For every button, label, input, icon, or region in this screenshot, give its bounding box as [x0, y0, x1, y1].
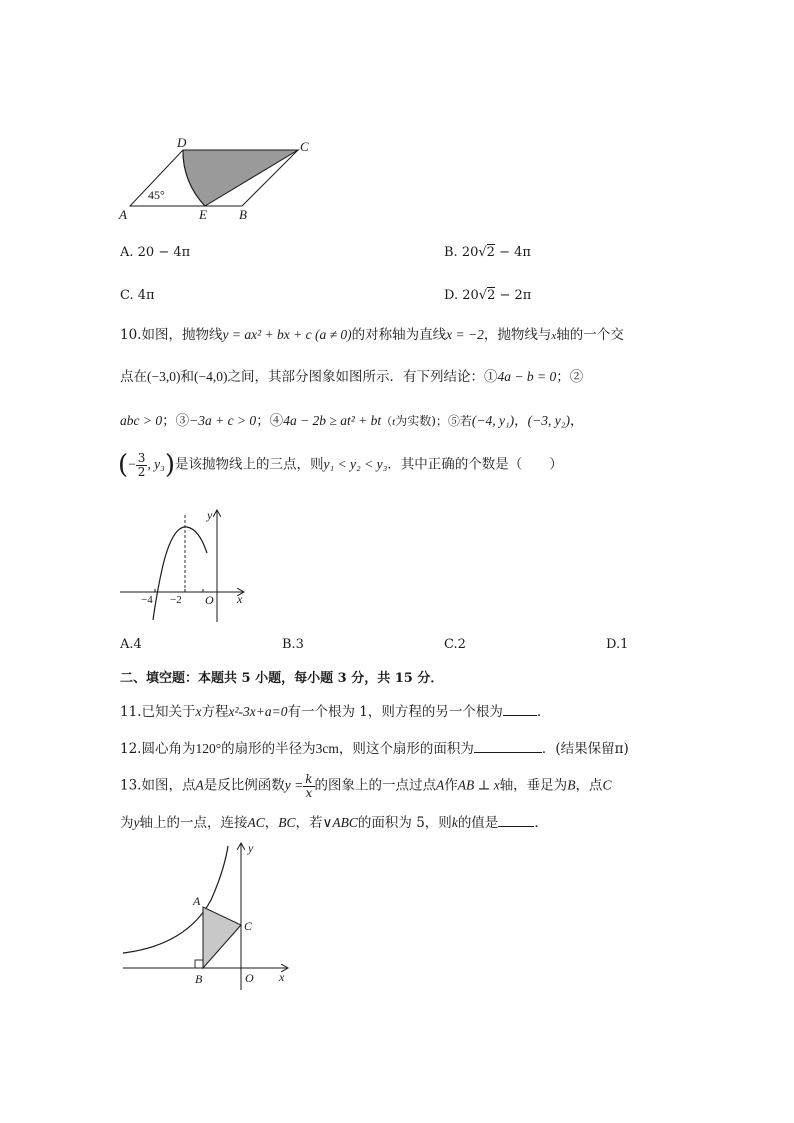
q10-text: 之间，其部分图象如图所示．有下列结论：①: [227, 369, 498, 385]
q10-text: ，: [569, 413, 584, 429]
q10-conclusion-3: −3a + c > 0: [189, 413, 257, 428]
q9-choice-d-suffix: − 2π: [495, 288, 532, 303]
sqrt-symbol: √: [478, 245, 487, 260]
q13-var: A: [436, 777, 445, 793]
q10-conclusion-1: 4a − b = 0: [497, 369, 557, 384]
q10-x-var: x: [551, 330, 557, 342]
q9-choice-b-suffix: − 4π: [494, 245, 531, 260]
q10-point-y2: (−3, y₂): [527, 413, 570, 428]
q10-line-2: [120, 370, 583, 385]
q10-point-y1: (−4, y₁): [471, 413, 515, 428]
q10-text: ，抛物线与: [483, 327, 552, 343]
q13-text: 是反比例函数: [203, 777, 285, 794]
q10-line-4: [118, 450, 563, 481]
q11-x: x: [195, 704, 202, 719]
label-O: O: [205, 593, 214, 607]
q12-radius: 3cm: [315, 741, 339, 756]
section-2-title: 二、填空题：本题共 5 小题，每小题 3 分，共 15 分．: [120, 671, 444, 686]
label-C: C: [300, 139, 309, 154]
q13-var: y: [133, 815, 140, 830]
q13-seg-bc: BC: [278, 815, 296, 830]
q12: [120, 740, 629, 757]
frac-den: 2: [137, 464, 146, 479]
q13-text: 13.如图，点: [120, 777, 196, 794]
label-m2: −2: [170, 594, 182, 606]
q13-text: 的值是: [457, 815, 499, 831]
q10-axis-eq: x = −2: [446, 327, 484, 342]
q10-y3: , y₃: [147, 456, 165, 472]
q10-parabola-eq: y = ax² + bx + c (a ≠ 0): [222, 327, 352, 342]
q12-text: ．(结果保留π): [541, 741, 629, 757]
q11-text: 有一个根为 1，则方程的另一个根为: [287, 704, 503, 720]
q9-choice-b[interactable]: [444, 245, 531, 260]
q13-text: 轴上的一点，连接: [139, 815, 248, 831]
paren-close: ): [164, 450, 176, 481]
q10-text: 点在: [120, 369, 147, 385]
label-O: O: [245, 971, 254, 985]
q10-line-1: [120, 328, 624, 343]
q13-line-2: [120, 814, 548, 831]
q10-text: ；②: [556, 369, 584, 385]
label-B: B: [195, 972, 203, 986]
q10-t-var: t: [392, 416, 396, 428]
q10-choice-a[interactable]: [120, 637, 142, 652]
label-E: E: [199, 207, 207, 222]
q13-seg-ac: AC: [247, 815, 265, 830]
q12-text: ，则这个扇形的面积为: [338, 741, 474, 757]
figure-q13-hyperbola: [115, 840, 300, 995]
q13-triangle: ABC: [332, 815, 358, 830]
q10-text: 为实数)；⑤若: [395, 414, 472, 428]
label-B: B: [239, 207, 247, 222]
answer-blank[interactable]: [474, 740, 542, 753]
right-angle-mark: [195, 960, 203, 968]
q13-func-lhs: y =: [284, 777, 304, 793]
q10-text: 和: [180, 369, 194, 385]
label-x: x: [279, 970, 285, 984]
q11-text: 11.已知关于: [120, 704, 196, 720]
answer-blank[interactable]: [503, 703, 537, 716]
q10-fraction: [136, 452, 148, 478]
q13-line-1: [120, 773, 611, 799]
label-m4: −4: [141, 594, 153, 606]
q10-neg-sign: −: [128, 456, 136, 472]
q10-text: 是该抛物线上的三点，则: [175, 456, 324, 473]
q12-angle: 120°: [195, 741, 222, 756]
q10-text: 轴的一个交: [556, 327, 624, 343]
q13-text: 作: [444, 777, 458, 794]
q10-text: ，: [514, 413, 528, 429]
q10-text: ；③: [162, 413, 190, 429]
q13-perp: AB ⊥ x: [457, 777, 500, 793]
frac-num: 3: [137, 451, 146, 465]
triangle-abc: [203, 907, 241, 968]
frac-num: k: [305, 772, 313, 786]
q10-point-2: (−4,0): [193, 369, 228, 384]
q10-point-1: (−3,0): [147, 369, 181, 384]
q9-choice-d-prefix: D. 20: [444, 288, 479, 303]
q13-text: ，点: [575, 777, 603, 794]
q11-text: 方程: [201, 704, 229, 720]
q10-text: （: [381, 415, 393, 428]
choice-text: B.3: [282, 637, 304, 652]
q10-text: ；④: [256, 413, 284, 429]
q9-choice-d[interactable]: [444, 288, 531, 303]
q13-var: A: [195, 777, 204, 793]
q10-conclusion-2: abc > 0: [120, 413, 163, 428]
q9-choice-b-radicand: 2: [486, 245, 495, 260]
q13-fraction: [303, 773, 314, 799]
label-A: A: [193, 894, 201, 908]
figure-q10-parabola: [115, 505, 255, 625]
choice-text: A.4: [120, 637, 142, 652]
paren-open: (: [118, 450, 129, 481]
q12-text: 12.圆心角为: [120, 741, 196, 757]
q13-text: ，: [264, 815, 279, 831]
q10-text: 10.如图，抛物线: [120, 327, 223, 343]
shaded-region: [183, 150, 298, 206]
label-C: C: [244, 919, 253, 933]
q11-text: ．: [536, 704, 551, 720]
q13-var: B: [567, 777, 576, 793]
q10-choice-b[interactable]: [282, 637, 304, 652]
q10-line-3: [120, 414, 583, 429]
q10-conclusion-4: 4a − 2b ≥ at² + bt: [283, 413, 382, 428]
q10-text: 的对称轴为直线: [351, 327, 447, 343]
q11: [120, 703, 550, 720]
label-y: y: [248, 841, 254, 855]
q13-var: k: [451, 815, 458, 830]
choice-text: C.2: [444, 637, 466, 652]
q9-choice-b-prefix: B. 20: [444, 245, 479, 260]
label-y: y: [207, 508, 213, 522]
q10-inequality: y₁ < y₂ < y₃: [323, 456, 388, 472]
q13-text: ．: [534, 815, 548, 831]
sqrt-symbol: √: [478, 288, 488, 303]
q12-text: 的扇形的半径为: [221, 741, 316, 757]
q10-choice-d[interactable]: [606, 637, 628, 652]
q9-choice-a-text: A. 20 − 4π: [120, 245, 191, 260]
q10-text: ．其中正确的个数是（ ）: [387, 456, 563, 473]
label-A: A: [119, 207, 127, 222]
q13-var: C: [602, 777, 612, 793]
answer-blank[interactable]: [498, 814, 534, 827]
q13-text: 的面积为 5，则: [357, 815, 452, 831]
q13-text: 轴，垂足为: [499, 777, 568, 794]
choice-text: D.1: [606, 637, 629, 652]
q9-choice-c-text: C. 4π: [120, 288, 155, 303]
q11-equation: x²-3x+a=0: [228, 704, 288, 719]
q10-choice-c[interactable]: [444, 637, 466, 652]
q9-choice-c[interactable]: [120, 288, 155, 303]
q9-choice-a[interactable]: [120, 245, 190, 260]
frac-den: x: [305, 785, 313, 800]
q13-text: ，若∨: [295, 815, 333, 831]
q13-text: 为: [120, 815, 134, 831]
parabola-curve: [153, 527, 207, 620]
label-D: D: [177, 135, 187, 150]
figure-q9-parallelogram: [115, 135, 325, 225]
q9-choice-d-radicand: 2: [487, 288, 496, 303]
q13-text: 的图象上的一点过点: [314, 777, 436, 794]
label-x: x: [237, 592, 243, 606]
label-angle-45: 45°: [148, 188, 165, 202]
